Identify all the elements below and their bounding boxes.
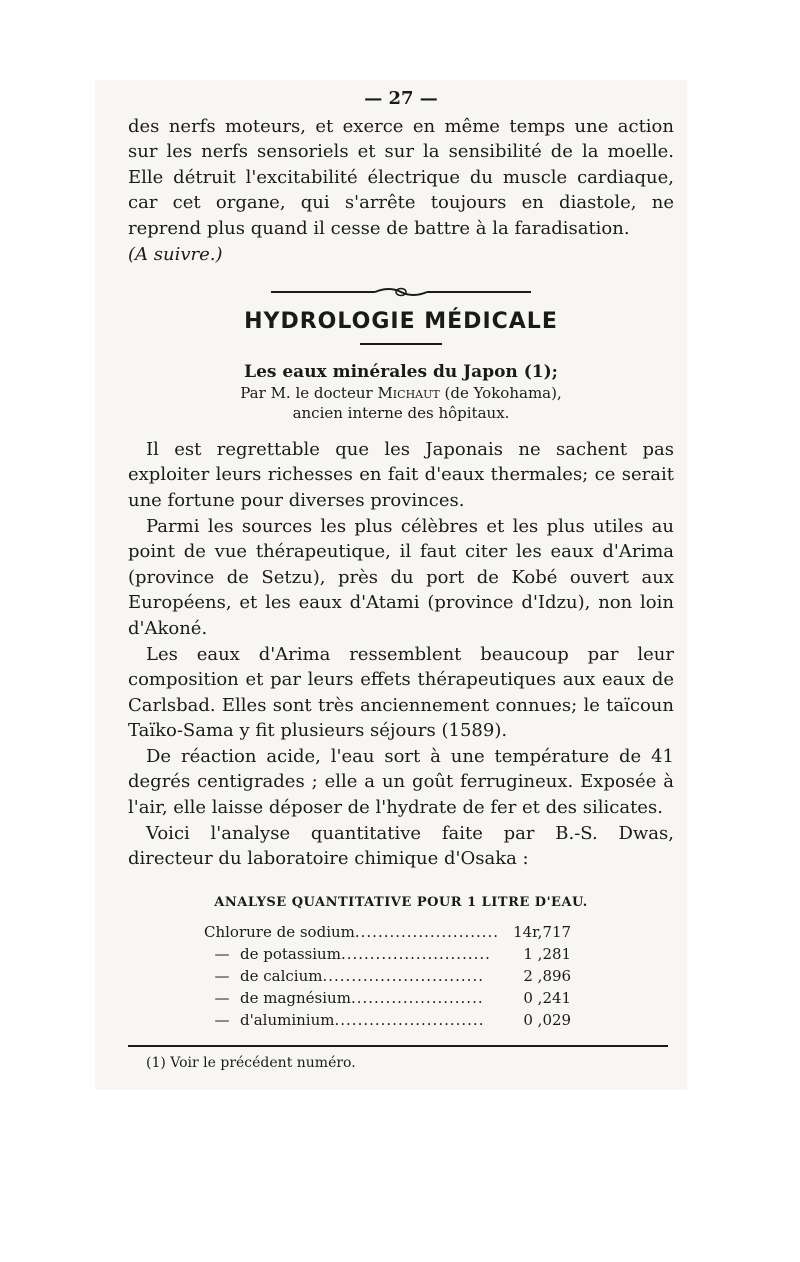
row-name: de calcium <box>240 967 323 986</box>
leader-dots: ....................... <box>350 989 484 1008</box>
row-prefix: — <box>214 989 230 1008</box>
row-name: Chlorure de sodium <box>204 923 355 942</box>
footnote: (1) Voir le précédent numéro. <box>146 1055 356 1072</box>
leader-dots: ......................... <box>354 923 500 942</box>
paragraph: Voici l'analyse quantitative faite par B.-S. Dwas, directeur du laboratoire chimique d'Osaka : <box>128 822 674 870</box>
leader-dots: ............................ <box>322 967 484 986</box>
document-page <box>128 86 674 1073</box>
row-prefix: — <box>214 967 230 986</box>
author-name: Michaut <box>377 383 440 402</box>
article-body <box>128 437 674 872</box>
row-prefix: — <box>214 945 230 964</box>
table-row <box>204 943 571 965</box>
ornament-divider-icon <box>271 285 531 299</box>
table-row <box>204 965 571 987</box>
author-role: ancien interne des hôpitaux. <box>292 403 510 422</box>
to-be-continued: (A suivre.) <box>128 243 223 265</box>
paragraph: Il est regrettable que les Japonais ne sachent pas exploiter leurs richesses en fait d'eaux thermales; ce serait une fortune pour diverses provinces. <box>128 438 674 511</box>
leader-dots: .......................... <box>340 945 491 964</box>
row-value: 2 ,896 <box>523 967 572 986</box>
footnote-rule <box>128 1045 668 1047</box>
row-name: d'aluminium <box>240 1011 335 1030</box>
table-row <box>204 1009 571 1031</box>
row-value: 0 ,241 <box>523 989 572 1008</box>
section-title: HYDROLOGIE MÉDICALE <box>244 309 558 335</box>
row-prefix: — <box>214 1011 230 1030</box>
analysis-table <box>204 921 571 1031</box>
leader-dots: .......................... <box>334 1011 485 1030</box>
title-rule <box>360 343 442 345</box>
paragraph: De réaction acide, l'eau sort à une température de 41 degrés centigrades ; elle a un goût ferrugineux. Exposée à l'air, elle laisse déposer de l'hydrate de fer et des silicates. <box>128 745 674 819</box>
page-number: — 27 — <box>364 88 438 109</box>
paragraph: Parmi les sources les plus célèbres et les plus utiles au point de vue thérapeutique, il faut citer les eaux d'Arima (province de Setzu), près du port de Kobé ouvert aux Européens, et les eaux d'Atami (province d'Idzu), non loin d'Akoné. <box>128 515 674 639</box>
row-name: de potassium <box>240 945 341 964</box>
row-value: 1 ,281 <box>523 945 572 964</box>
row-name: de magnésium <box>240 989 351 1008</box>
article-title: Les eaux minérales du Japon (1); <box>244 361 558 382</box>
row-value: 14r,717 <box>513 923 572 942</box>
continuation-paragraph: des nerfs moteurs, et exerce en même temps une action sur les nerfs sensoriels et sur la sensibilité de la moelle. Elle détruit l'excitabilité électrique du muscle cardiaque, car cet organe, qui s'arrête toujours en diastole, ne reprend plus quand il cesse de battre à la faradisation. <box>128 115 674 239</box>
row-value: 0 ,029 <box>523 1011 572 1030</box>
author-prefix: Par M. le docteur <box>240 383 378 402</box>
author-suffix: (de Yokohama), <box>439 383 562 402</box>
analysis-title: ANALYSE QUANTITATIVE POUR 1 LITRE D'EAU. <box>214 894 588 910</box>
table-row <box>204 987 571 1009</box>
paragraph: Les eaux d'Arima ressemblent beaucoup par leur composition et par leurs effets thérapeutiques aux eaux de Carlsbad. Elles sont très anciennement connues; le taïcoun Taïko-Sama y fit plusieurs séjours (1589). <box>128 643 674 742</box>
table-row <box>204 921 571 943</box>
article-byline <box>128 383 674 403</box>
